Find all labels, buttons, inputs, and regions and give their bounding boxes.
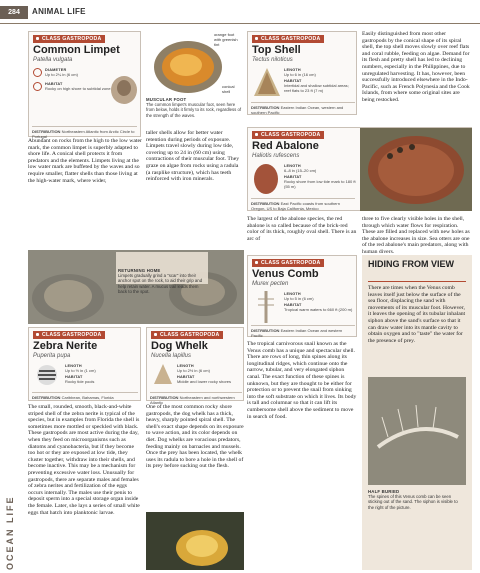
abalone-body-right: three to five clearly visible holes in the shell, through which water flows for respiration. These are filled and replaced with new holes as the abalone increases in size. Sea otters are one of the red abalone's main predators, along with human divers. <box>362 216 470 255</box>
limpet-callout-foot: orange foot with greenish tint <box>214 32 238 47</box>
length-label: LENGTH <box>177 364 194 368</box>
limpet-diameter: Up to 2¼ in (6 cm) <box>45 72 78 77</box>
hiding-rule <box>368 281 466 282</box>
venus-small-photo <box>252 289 280 325</box>
topshell-factfile <box>247 31 357 115</box>
abalone-habitat: Rocky shore from low tide mark to 180 ft (55 m) <box>284 179 356 189</box>
topshell-title: Top Shell <box>252 44 301 56</box>
nerite-distribution <box>32 392 138 400</box>
limpet-callout-shell: conical shell <box>222 84 235 94</box>
distribution-label: DISTRIBUTION <box>32 129 61 134</box>
whelk-length: Up to 2½ in (6 cm) <box>177 368 210 373</box>
topshell-distribution-text: Eastern Indian Ocean, western and southern Pacific <box>251 105 344 115</box>
limpet-title: Common Limpet <box>33 44 120 56</box>
limpet-shell-photo <box>109 68 139 108</box>
topshell-distribution <box>251 102 355 115</box>
abalone-distribution-text: East Pacific coasts from southern Oregon, US to Baja California, Mexico <box>251 201 340 211</box>
venus-title: Venus Comb <box>252 268 319 280</box>
hiding-title: HIDING FROM VIEW <box>368 259 454 269</box>
whelk-small-photo <box>151 362 175 388</box>
limpet-body-right: taller shells allow for better water retention during periods of exposure. Limpets travel slowly during low tide, covering up to 24 in (60 cm) using contractions of their muscular foot. They graze on algae from rocks using a radula (a rasplike structure), which has teeth reinforced with iron minerals. <box>146 130 240 183</box>
nerite-factfile <box>28 327 141 401</box>
abalone-small-photo <box>252 162 280 196</box>
length-label: LENGTH <box>65 364 82 368</box>
limpet-class-tag: CLASS GASTROPODA <box>33 35 105 43</box>
nerite-latin-name: Puperita pupa <box>33 353 71 359</box>
whelk-distribution-text: Northeastern and northwestern Atlantic <box>150 395 235 405</box>
whelk-habitat: Middle and lower rocky shores <box>177 379 232 384</box>
foot-caption-text: The common limpet's muscular foot, seen here from below, holds it firmly to its rock, regardless of the strength of the waves. <box>146 102 242 118</box>
topshell-habitat: Intertidal and shallow subtidal areas; reef flats to 23 ft (7 m) <box>284 83 349 93</box>
abalone-photo <box>360 128 472 211</box>
returning-home-text: Limpets gradually grind a "scar" into their anchor spot on the rock, to aid their grip and help retain water. A mucus trail leads them back to the spot. <box>118 273 203 294</box>
whelk-title: Dog Whelk <box>151 340 208 352</box>
foot-caption-title: MUSCULAR FOOT <box>146 97 187 102</box>
habitat-icon <box>33 82 42 91</box>
nerite-body: The small, rounded, smooth, black-and-white striped shell of the zebra nerite is typical of the species, but in examples from Florida the shell is sometimes more mottled or speckled with black. These gastropods are most active during the day, when they feed on microorganisms such as diatoms and cyanobacteria, but if they become too hot or they are exposed at low tide, they cluster together, withdraw into their shells, and become inactive. This may be a mechanism for preventing excessive water loss. Unusually for gastropods, there are separate males and females of zebra nerites and fertilization of the eggs occurs internally. The males use their penis to deposit sperm into a special storage organ inside the female. Later, she lays a series of small white eggs that hatch into planktonic larvae. <box>28 404 140 516</box>
abalone-title: Red Abalone <box>252 140 319 152</box>
whelk-body: One of the most common rocky shore gastropods, the dog whelk has a thick, heavy, sharply pointed spiral shell. The shell's exact shape depends on its exposure to wave action, and its color depends on diet. Dog whelks are voracious predators, feeding mainly on barnacles and mussels. Once the prey has been located, the whelk uses its radula to bore a hole in the shell of its prey before sucking out the flesh. <box>146 404 244 470</box>
diameter-label: DIAMETER <box>45 68 67 72</box>
nerite-title: Zebra Nerite <box>33 340 98 352</box>
habitat-label: HABITAT <box>284 79 302 83</box>
venus-distribution-text: Eastern Indian Ocean and western Pacific <box>251 328 343 338</box>
running-head: ANIMAL LIFE <box>32 7 86 16</box>
limpet-distribution-text: Northeastern Atlantic from Arctic Circle to Portugal <box>32 129 135 139</box>
habitat-label: HABITAT <box>65 375 83 379</box>
half-buried-text: The spines of this Venus comb can be seen sticking out of the sand. The siphon is visible to the right of the picture. <box>368 494 458 510</box>
habitat-label: HABITAT <box>45 82 63 86</box>
habitat-label: HABITAT <box>284 175 302 179</box>
venus-class-tag: CLASS GASTROPODA <box>252 259 324 267</box>
limpet-habitat: Rocky on high shore to subtidal zone <box>45 86 111 91</box>
venus-latin-name: Murex pecten <box>252 281 289 287</box>
hiding-text: There are times when the Venus comb leaves itself just below the surface of the sea floor, displacing the sand with movements of its muscular foot. However, it leaves the opening of its tubular inhalant siphon above the sand's surface so that it can draw water into its mantle cavity to obtain oxygen and to "taste" the water for the presence of prey. <box>368 285 466 344</box>
diameter-icon <box>33 68 42 77</box>
length-label: LENGTH <box>284 292 301 296</box>
hiding-box <box>362 255 472 570</box>
limpet-latin-name: Patella vulgata <box>33 57 73 63</box>
abalone-length: 6–8 in (15–20 cm) <box>284 168 317 173</box>
abalone-body-left: The largest of the abalone species, the red abalone is so called because of the brick-red color of its thick, roughly oval shell. There is an arc of <box>247 216 357 242</box>
abalone-class-tag: CLASS GASTROPODA <box>252 131 324 139</box>
distribution-label: DISTRIBUTION <box>251 328 280 333</box>
topshell-class-tag: CLASS GASTROPODA <box>252 35 324 43</box>
topshell-photo <box>252 66 282 100</box>
half-buried-photo <box>368 377 466 485</box>
page-number: 284 <box>0 6 28 19</box>
topshell-latin-name: Tectus niloticus <box>252 57 293 63</box>
nerite-length: Up to ½ in (1 cm) <box>65 368 96 373</box>
topshell-length: Up to 6 in (16 cm) <box>284 72 316 77</box>
nerite-class-tag: CLASS GASTROPODA <box>33 331 105 339</box>
nerite-small-photo <box>33 362 61 388</box>
distribution-label: DISTRIBUTION <box>150 395 179 400</box>
abalone-latin-name: Haliotis rufescens <box>252 153 300 159</box>
half-buried-title: HALF BURIED <box>368 489 400 494</box>
section-label: OCEAN LIFE <box>5 495 15 570</box>
distribution-label: DISTRIBUTION <box>32 395 61 400</box>
returning-home-title: RETURNING HOME <box>118 268 161 273</box>
distribution-label: DISTRIBUTION <box>251 201 280 206</box>
nerite-distribution-text: Caribbean, Bahamas, Florida <box>61 395 114 400</box>
whelk-latin-name: Nucella lapillus <box>151 353 192 359</box>
whelk-factfile <box>146 327 244 405</box>
section-sidebar <box>0 420 22 570</box>
whelk-photo <box>146 512 244 570</box>
habitat-label: HABITAT <box>284 303 302 307</box>
topshell-body: Easily distinguished from most other gastropods by the conical shape of its spiral shell, the top shell moves slowly over reef flats and coral rubble, feeding on algae. Demand for its flesh and pretty shell has led to declining numbers, especially in the Philippines, due to unregulated harvesting. It has, however, been successfully introduced elsewhere in the Indo-Pacific, such as French Polynesia and the Cook Islands, from where some original sites are being restocked. <box>362 31 470 103</box>
venus-distribution <box>251 325 355 338</box>
distribution-label: DISTRIBUTION <box>251 105 280 110</box>
venus-factfile <box>247 255 357 337</box>
foot-caption <box>146 97 244 118</box>
venus-habitat: Tropical warm waters to 660 ft (200 m) <box>284 307 353 312</box>
length-label: LENGTH <box>284 164 301 168</box>
abalone-distribution <box>251 198 355 211</box>
abalone-factfile <box>247 127 472 211</box>
nerite-habitat: Rocky tide pools <box>65 379 95 384</box>
whelk-class-tag: CLASS GASTROPODA <box>151 331 223 339</box>
returning-home-caption <box>118 268 208 294</box>
habitat-label: HABITAT <box>177 375 195 379</box>
venus-length: Up to 5 in (6 cm) <box>284 296 314 301</box>
limpet-body-left: Abundant on rocks from the high to the low water mark, the common limpet is superbly adapted to shore life. A conical shell protects it from predators and the elements. Limpets living at the low water mark are buffeted by the waves and so require smaller, flatter shells than those living at the high-water mark, where wider, <box>28 138 142 184</box>
half-buried-caption <box>368 489 464 510</box>
venus-body: The tropical carnivorous snail known as the Venus comb has a unique and spectacular shell. There are rows of long, thin spines along its longitudinal ridges, which continue onto the narrow, tubular, and very elongated siphon canal. The exact function of these spines is unknown, but they are thought to be either for protection or to prevent the snail from sinking into the soft substrate on which it lives. Its body is tall and columnar so that it can lift its cumbersome shell above the sediment to move in search of food. <box>247 341 357 420</box>
length-label: LENGTH <box>284 68 301 72</box>
limpet-factfile <box>28 31 141 137</box>
